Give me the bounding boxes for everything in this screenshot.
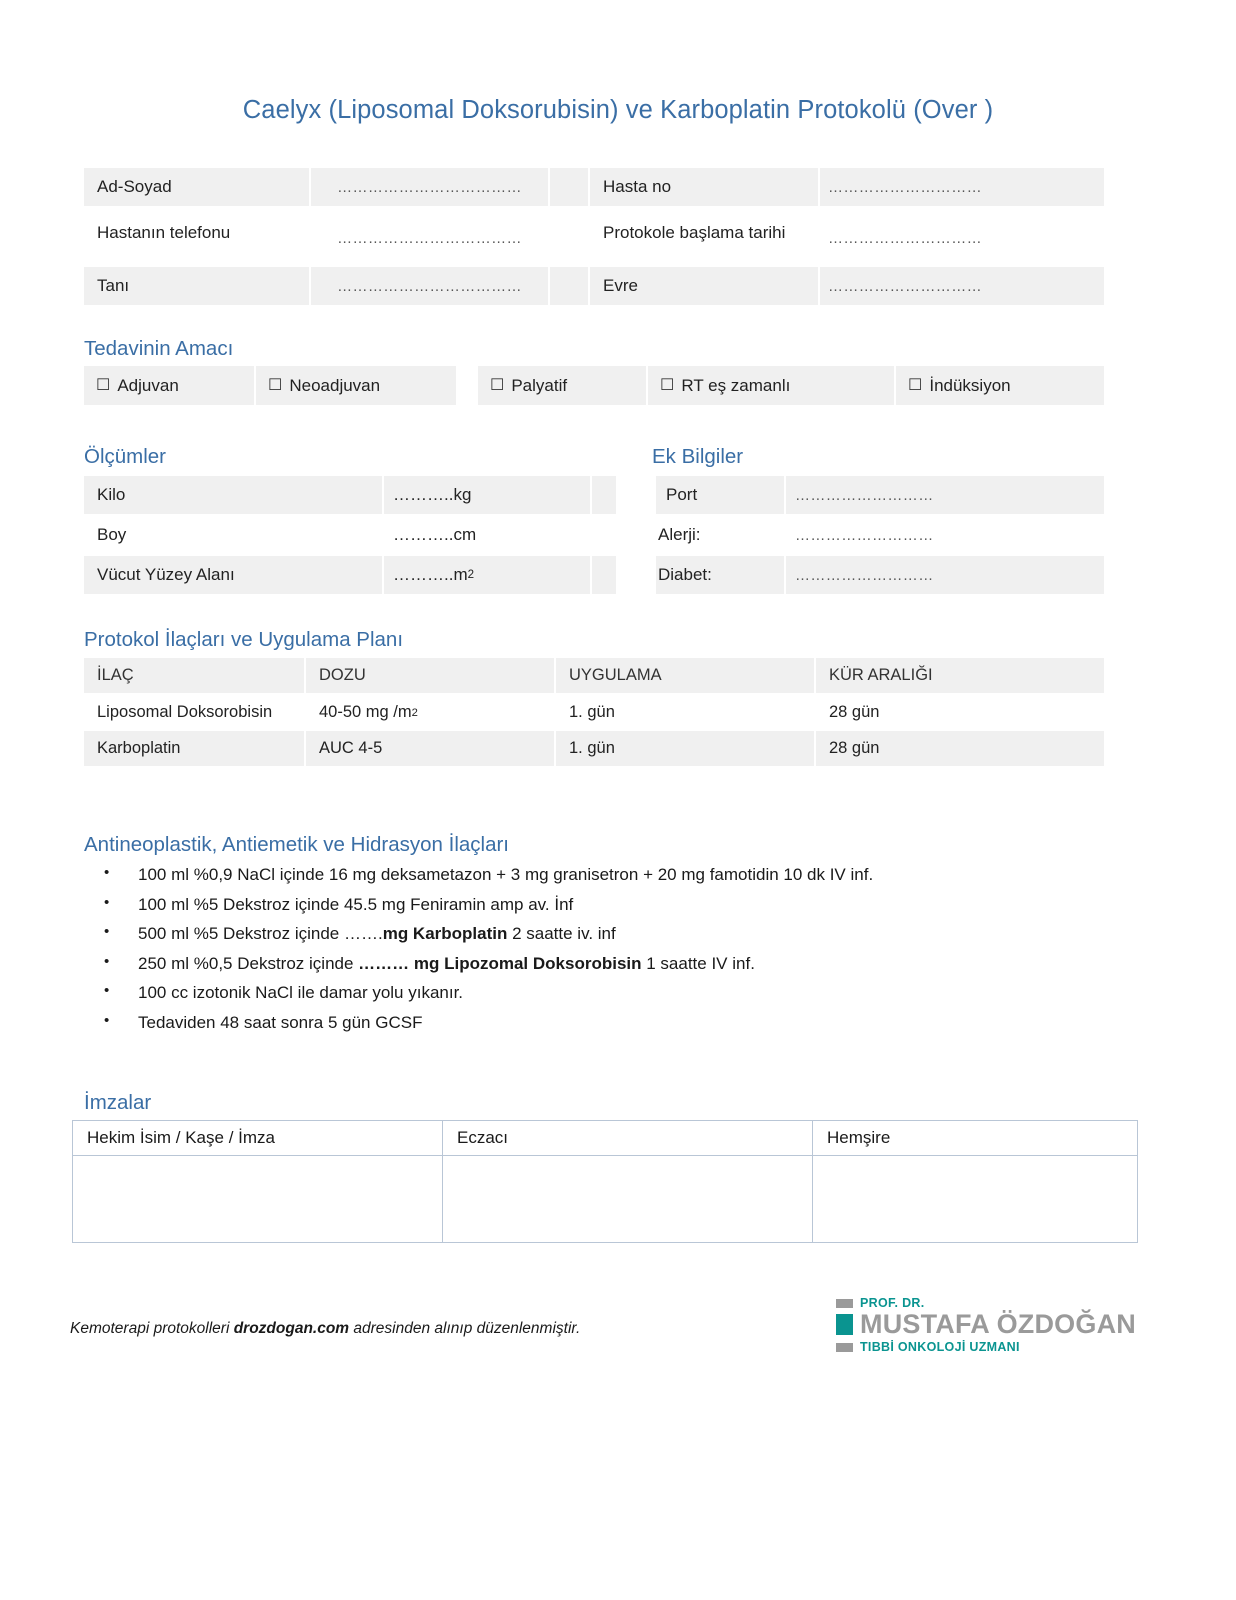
bullet-icon: • bbox=[104, 1011, 110, 1029]
patient-row-0-right-label-cell bbox=[590, 168, 818, 206]
measurement-row-0-label-cell bbox=[84, 476, 382, 514]
protocol-col-header-kur-araligi bbox=[816, 658, 1104, 693]
patient-row-1-right-label-cell bbox=[590, 208, 818, 258]
medication-item-text-3 bbox=[138, 953, 1106, 974]
extra-info-row-1-value-cell[interactable] bbox=[786, 516, 1104, 554]
patient-row-2-left-label-cell bbox=[84, 267, 309, 305]
patient-row-1-left-label: Hastanın telefonu bbox=[97, 223, 231, 242]
square-gray-icon bbox=[836, 1299, 853, 1308]
medication-item-text-4 bbox=[138, 982, 1106, 1003]
extra-info-row-2-value: ……………………… bbox=[795, 566, 934, 584]
signature-col-eczaci: Eczacı bbox=[443, 1121, 813, 1156]
protocol-row-1-drug: Karboplatin bbox=[97, 739, 181, 757]
logo-name: MUSTAFA ÖZDOĞAN bbox=[860, 1309, 1136, 1339]
medication-list bbox=[96, 864, 1106, 1041]
signature-field-hemsire[interactable] bbox=[813, 1156, 1138, 1243]
protocol-row-1-dose: AUC 4-5 bbox=[319, 739, 383, 757]
medication-plain: 2 saatte iv. inf bbox=[507, 924, 616, 943]
bullet-icon: • bbox=[104, 952, 110, 970]
patient-row-2-right-value-cell[interactable] bbox=[820, 267, 1104, 305]
patient-row-2-left-value-cell[interactable] bbox=[311, 267, 548, 305]
logo-line-bottom bbox=[836, 1340, 1136, 1354]
measurement-row-0-value: ………..kg bbox=[393, 485, 472, 504]
measurement-row-2-label: Vücut Yüzey Alanı bbox=[97, 565, 235, 584]
extra-info-row-2-value-cell[interactable] bbox=[786, 556, 1104, 594]
treatment-purpose-heading: Tedavinin Amacı bbox=[84, 337, 234, 360]
patient-row-2-left-label: Tanı bbox=[97, 276, 130, 295]
protocol-row-1-dose-cell bbox=[306, 731, 554, 766]
measurement-row-0-label: Kilo bbox=[97, 485, 126, 504]
checkbox-option-adjuvan[interactable] bbox=[84, 366, 254, 405]
measurement-row-1-label-cell bbox=[84, 516, 382, 554]
signature-col-hekim: Hekim İsim / Kaşe / İmza bbox=[73, 1121, 443, 1156]
checkbox-option-palyatif[interactable] bbox=[478, 366, 646, 405]
patient-row-2-right-value: ………………………… bbox=[828, 277, 982, 295]
signature-col-hemsire: Hemşire bbox=[813, 1121, 1138, 1156]
protocol-row-0-application: 1. gün bbox=[569, 703, 615, 721]
protocol-col-header-kur-araligi-label: KÜR ARALIĞI bbox=[829, 666, 933, 684]
list-item bbox=[96, 982, 1106, 1012]
protocol-row-1-cycle-cell bbox=[816, 731, 1104, 766]
checkbox-icon[interactable]: ☐ bbox=[490, 376, 505, 394]
bullet-icon: • bbox=[104, 923, 110, 940]
checkbox-option-neoadjuvan[interactable] bbox=[256, 366, 456, 405]
medication-emphasis: mg Karboplatin bbox=[382, 924, 508, 943]
checkbox-icon[interactable]: ☐ bbox=[908, 376, 923, 394]
patient-row-0-right-label: Hasta no bbox=[603, 177, 672, 196]
measurement-row-2-value-sup: 2 bbox=[467, 569, 475, 581]
medication-plain: 250 ml %0,5 Dekstroz içinde bbox=[138, 953, 359, 973]
extra-info-row-1-label: Alerji: bbox=[658, 525, 701, 544]
medication-item-text-1 bbox=[138, 894, 1106, 915]
protocol-row-1-application-cell bbox=[556, 731, 814, 766]
medication-emphasis: ……… mg Lipozomal Doksorobisin bbox=[358, 953, 642, 973]
measurement-row-2-value: ………..m bbox=[393, 565, 468, 584]
patient-row-2-right-label-cell bbox=[590, 267, 818, 305]
measurement-row-1-label: Boy bbox=[97, 525, 127, 544]
logo-prof-dr: PROF. DR. bbox=[860, 1296, 925, 1310]
protocol-row-0-dose-sup: 2 bbox=[411, 706, 418, 719]
medication-plain: 1 saatte IV inf. bbox=[641, 953, 755, 973]
logo-line-main bbox=[836, 1311, 1136, 1338]
checkbox-label-rt-es-zamanli: RT eş zamanlı bbox=[681, 375, 791, 395]
checkbox-label-neoadjuvan: Neoadjuvan bbox=[289, 375, 381, 395]
medication-item-text-5 bbox=[138, 1012, 1106, 1033]
medications-heading: Antineoplastik, Antiemetik ve Hidrasyon İlaçları bbox=[84, 833, 510, 856]
protocol-row-0-dose: 40-50 mg /m bbox=[319, 703, 412, 721]
protocol-row-0-cycle: 28 gün bbox=[829, 703, 880, 721]
extra-info-row-0-value-cell[interactable] bbox=[786, 476, 1104, 514]
extra-info-row-0-label: Port bbox=[666, 485, 698, 504]
patient-row-2-spacer bbox=[550, 267, 588, 305]
medication-plain: 100 ml %0,9 NaCl içinde 16 mg deksametazon + 3 mg granisetron + 20 mg famotidin 10 dk IV inf. bbox=[138, 865, 874, 884]
protocol-row-0-dose-cell bbox=[306, 695, 554, 730]
medication-item-text-0 bbox=[138, 864, 1106, 885]
medication-plain: 100 cc izotonik NaCl ile damar yolu yıkanır. bbox=[138, 983, 464, 1002]
table-row bbox=[84, 731, 304, 766]
footer-note bbox=[70, 1320, 580, 1338]
brand-logo bbox=[836, 1296, 1136, 1354]
logo-line-top bbox=[836, 1296, 1136, 1310]
list-item bbox=[96, 894, 1106, 924]
patient-row-0-right-value: ………………………… bbox=[828, 178, 982, 196]
protocol-row-0-cycle-cell bbox=[816, 695, 1104, 730]
protocol-row-0-drug: Liposomal Doksorobisin bbox=[97, 703, 273, 721]
list-item bbox=[96, 953, 1106, 983]
patient-row-1-right-value: ………………………… bbox=[828, 230, 982, 247]
protocol-col-header-uygulama bbox=[556, 658, 814, 693]
medication-plain: 500 ml %5 Dekstroz içinde ……. bbox=[138, 924, 383, 943]
extra-info-row-0-value: ……………………… bbox=[795, 486, 934, 504]
medication-plain: Tedaviden 48 saat sonra 5 gün GCSF bbox=[138, 1012, 423, 1032]
protocol-col-header-uygulama-label: UYGULAMA bbox=[569, 666, 662, 684]
patient-row-1-left-label-cell bbox=[84, 208, 309, 258]
patient-row-0-left-value-cell[interactable] bbox=[311, 168, 548, 206]
protocol-table-heading: Protokol İlaçları ve Uygulama Planı bbox=[84, 628, 404, 651]
patient-row-1-right-value-cell[interactable] bbox=[820, 219, 1104, 258]
patient-row-0-right-value-cell[interactable] bbox=[820, 168, 1104, 206]
checkbox-icon[interactable]: ☐ bbox=[96, 376, 111, 394]
patient-row-0-spacer bbox=[550, 168, 588, 206]
extra-info-row-2-label-cell bbox=[656, 556, 784, 594]
protocol-row-1-cycle: 28 gün bbox=[829, 739, 880, 757]
extra-info-row-1-value: ……………………… bbox=[795, 526, 934, 544]
checkbox-option-induksiyon[interactable] bbox=[896, 366, 1104, 405]
square-gray-icon bbox=[836, 1343, 853, 1352]
protocol-col-header-dozu-label: DOZU bbox=[319, 666, 366, 684]
measurement-row-1-value-cell[interactable] bbox=[384, 516, 590, 554]
protocol-row-1-application: 1. gün bbox=[569, 739, 615, 757]
measurement-row-2-label-cell bbox=[84, 556, 382, 594]
logo-specialty: TIBBİ ONKOLOJİ UZMANI bbox=[860, 1340, 1020, 1354]
patient-row-1-left-value-cell[interactable] bbox=[311, 219, 548, 258]
checkbox-icon[interactable]: ☐ bbox=[268, 376, 283, 394]
extra-info-heading: Ek Bilgiler bbox=[652, 445, 744, 468]
medication-plain: 100 ml %5 Dekstroz içinde 45.5 mg Feniramin amp av. İnf bbox=[138, 894, 574, 914]
patient-row-2-right-label: Evre bbox=[603, 276, 638, 295]
footer-site-link[interactable]: drozdogan.com bbox=[233, 1320, 350, 1337]
signatures-heading: İmzalar bbox=[84, 1091, 152, 1114]
patient-row-0-left-value: ……………………………… bbox=[337, 178, 522, 196]
patient-row-1-left-value: ……………………………… bbox=[337, 230, 522, 247]
extra-info-spacer-0 bbox=[592, 476, 616, 514]
extra-info-row-2-label: Diabet: bbox=[658, 565, 712, 584]
square-teal-icon bbox=[836, 1314, 853, 1335]
bullet-icon: • bbox=[104, 982, 110, 999]
extra-info-spacer-2 bbox=[592, 556, 616, 594]
checkbox-icon[interactable]: ☐ bbox=[660, 376, 675, 394]
footer-note-suffix: adresinden alınıp düzenlenmiştir. bbox=[349, 1320, 581, 1337]
checkbox-label-palyatif: Palyatif bbox=[511, 375, 568, 395]
table-row bbox=[84, 695, 304, 730]
checkbox-label-adjuvan: Adjuvan bbox=[117, 375, 179, 395]
measurement-row-0-value-cell[interactable] bbox=[384, 476, 590, 514]
medication-item-text-2 bbox=[138, 923, 1106, 944]
footer-note-prefix: Kemoterapi protokolleri bbox=[70, 1320, 234, 1337]
protocol-col-header-ilac bbox=[84, 658, 304, 693]
checkbox-label-induksiyon: İndüksiyon bbox=[929, 375, 1011, 395]
measurements-heading: Ölçümler bbox=[84, 445, 167, 468]
signature-body-row bbox=[73, 1156, 1138, 1243]
patient-row-1-right-label: Protokole başlama tarihi bbox=[603, 223, 786, 242]
bullet-icon: • bbox=[104, 893, 110, 911]
checkbox-option-rt-es-zamanli[interactable] bbox=[648, 366, 894, 405]
protocol-col-header-ilac-label: İLAÇ bbox=[97, 666, 134, 684]
protocol-row-0-application-cell bbox=[556, 695, 814, 730]
list-item bbox=[96, 864, 1106, 894]
list-item bbox=[96, 1012, 1106, 1042]
page-title: Caelyx (Liposomal Doksorubisin) ve Karboplatin Protokolü (Over ) bbox=[242, 96, 994, 124]
patient-row-0-left-label-cell bbox=[84, 168, 309, 206]
measurement-row-2-value-cell[interactable] bbox=[384, 556, 590, 594]
extra-info-row-0-label-cell bbox=[656, 476, 784, 514]
bullet-icon: • bbox=[104, 864, 110, 881]
patient-row-2-left-value: ……………………………… bbox=[337, 277, 522, 295]
extra-info-row-1-label-cell bbox=[656, 516, 784, 554]
signature-field-hekim[interactable] bbox=[73, 1156, 443, 1243]
signature-header-row bbox=[73, 1121, 1138, 1156]
protocol-col-header-dozu bbox=[306, 658, 554, 693]
measurement-row-1-value: ………..cm bbox=[393, 525, 477, 544]
signature-field-eczaci[interactable] bbox=[443, 1156, 813, 1243]
patient-row-0-left-label: Ad-Soyad bbox=[97, 177, 172, 196]
list-item bbox=[96, 923, 1106, 953]
signature-table bbox=[72, 1120, 1138, 1243]
